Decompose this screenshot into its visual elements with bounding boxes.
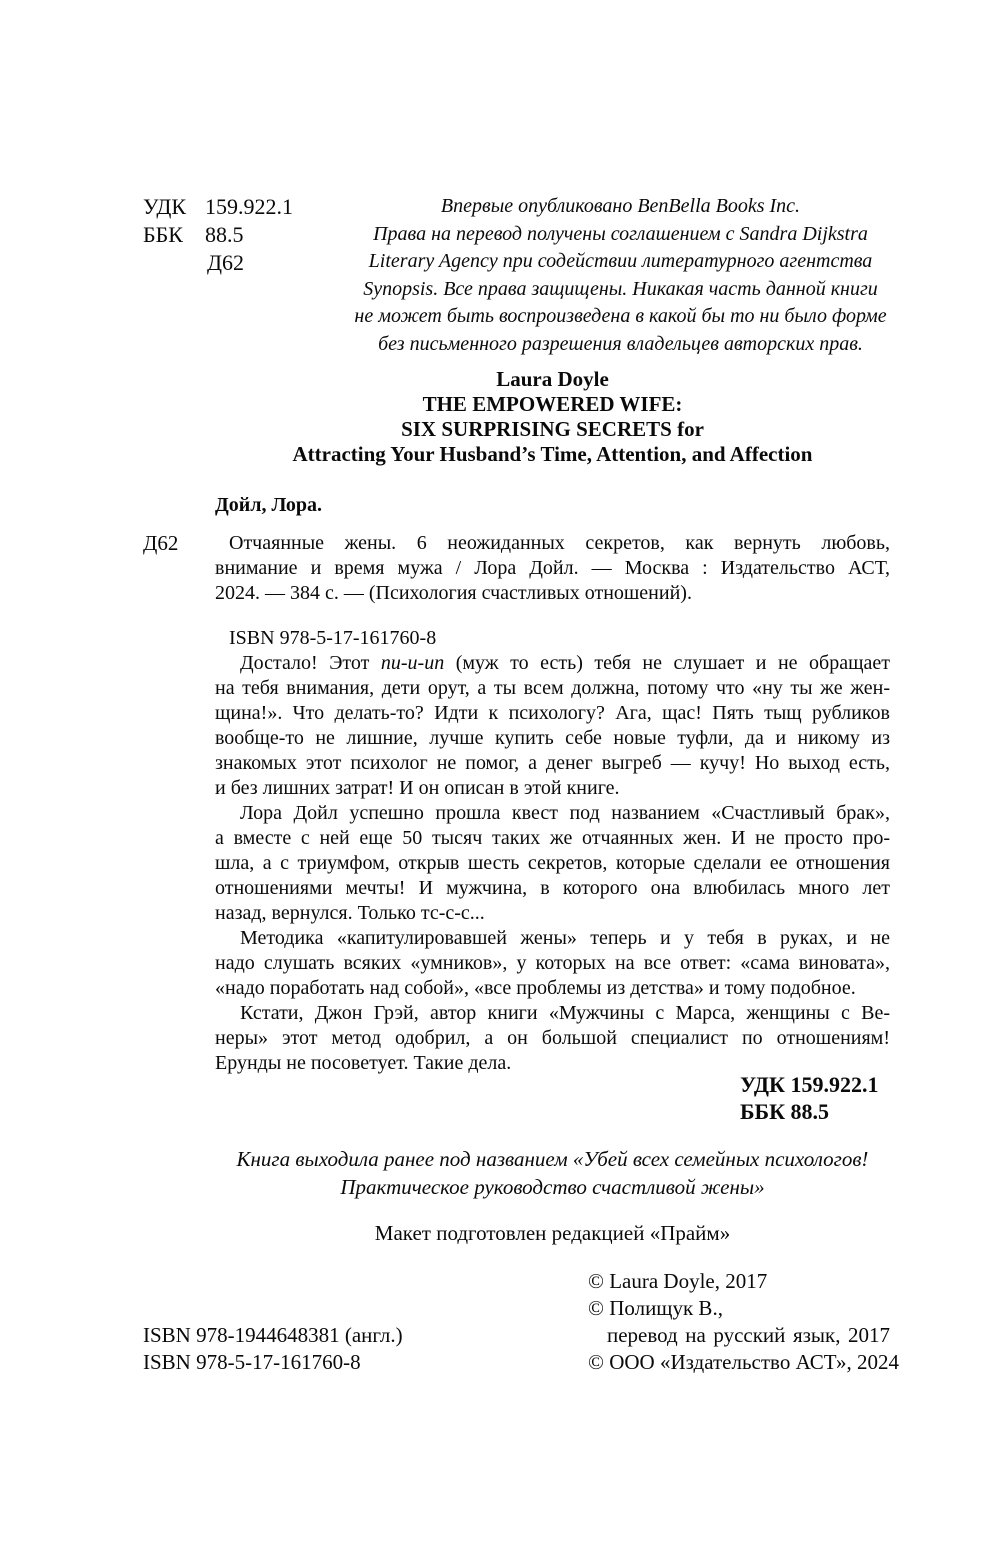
footer-codes [740,1071,879,1125]
previous-title-note-line: Книга выходила ранее под названием «Убей всех семейных психологов! [236,1147,869,1171]
annotation-line: неры» этот метод одобрил, а он большой специалист по отношениям! [215,1027,890,1049]
annotation-line: Ерунды не посоветует. Такие дела. [215,1052,512,1074]
udk-bbk-codes [143,193,293,277]
catalog-isbn: ISBN 978-5-17-161760-8 [229,627,437,649]
copyright-author: © Laura Doyle, 2017 [588,1269,768,1293]
rights-notice-line: Права на перевод получены соглашением с Sandra Dijkstra [373,222,868,245]
annotation-line: знакомых этот психолог не помог, а денег выгреб — кучу! Но выход есть, [215,752,890,774]
rights-notice-line: без письменного разрешения владельцев авторских прав. [378,332,863,355]
catalog-line: 2024. — 384 с. — (Психология счастливых отношений). [215,582,692,604]
copyright-publisher: © ООО «Издательство АСТ», 2024 [588,1350,899,1374]
annotation-line: назад, вернулся. Только тс-с-с... [215,902,485,924]
copyright-translation: перевод на русский язык, 2017 [607,1323,890,1347]
isbn-list [143,1322,403,1376]
annotation-line: Кстати, Джон Грэй, автор книги «Мужчины с Марса, женщины с Ве- [240,1002,890,1024]
isbn-english: ISBN 978-1944648381 (англ.) [143,1323,403,1347]
rights-notice-line: Synopsis. Все права защищены. Никакая часть данной книги [363,277,878,300]
rights-notice-line: Впервые опубликовано BenBella Books Inc. [440,195,801,217]
bbk-label: ББК [143,222,183,247]
original-title-block [215,367,890,467]
previous-title-note [215,1146,890,1201]
previous-title-note-line: Практическое руководство счастливой жены» [340,1174,765,1199]
footer-udk: УДК 159.922.1 [740,1072,879,1097]
copyright-translator: © Полищук В., [588,1296,723,1320]
annotation-line: шла, а с триумфом, открыв шесть секретов, которые сделали ее отношения [215,852,890,874]
rights-notice [348,193,893,358]
bbk-value: 88.5 [205,222,244,247]
author-code-row: Д62 [207,250,245,275]
catalog-line: внимание и время мужа / Лора Дойл. — Москва : Издательство АСТ, [215,557,890,579]
original-title-line: SIX SURPRISING SECRETS for [401,417,704,441]
imprint-editor-note: Макет подготовлен редакцией «Прайм» [374,1221,731,1245]
annotation-text: Достало! Этот [240,652,381,674]
catalog-margin-code: Д62 [143,531,179,555]
catalog-line: Отчаянные жены. 6 неожиданных секретов, как вернуть любовь, [229,532,890,554]
catalog-author: Дойл, Лора. [215,494,323,516]
annotation [215,651,890,1076]
copyright-list [588,1268,899,1376]
annotation-line: щина!». Что делать-то? Идти к психологу? Ага, щас! Пять тыщ рубликов [215,702,890,724]
rights-notice-line: Literary Agency при содействии литературного агентства [368,250,873,272]
udk-value: 159.922.1 [205,194,293,219]
annotation-line: а вместе с ней еще 50 тысяч таких же отчаянных жен. И не просто про- [215,827,890,849]
annotation-line: Методика «капитулировавшей жены» теперь и у тебя в руках, и не [240,927,890,949]
annotation-line: Лора Дойл успешно прошла квест под названием «Счастливый брак», [240,802,890,824]
annotation-line: вообще-то не лишние, лучше купить себе новые туфли, да и никому из [215,727,890,749]
original-title-line: THE EMPOWERED WIFE: [422,392,683,416]
footer-bbk: ББК 88.5 [740,1099,830,1124]
annotation-text: (муж то есть) тебя не слушает и не обращает [444,652,890,674]
original-title-author: Laura Doyle [496,367,609,391]
catalog-card [143,493,890,651]
annotation-line: надо слушать всяких «умников», у которых на все ответ: «сама виновата», [215,952,890,974]
original-title-line: Attracting Your Husband’s Time, Attention, and Affection [292,442,813,466]
udk-row [143,193,293,221]
annotation-line [215,651,890,676]
rights-notice-line: не может быть воспроизведена в какой бы то ни было форме [354,305,887,327]
annotation-line: «надо поработать над собой», «все проблемы из детства» и тому подобное. [215,977,856,999]
annotation-line: отношениями мечты! И мужчина, в которого она влюбилась много лет [215,877,890,899]
udk-label: УДК [143,194,187,219]
bbk-row [143,221,293,249]
annotation-line: на тебя внимания, дети орут, а ты всем должна, потому что «ну ты же жен- [215,677,890,699]
annotation-line: и без лишних затрат! И он описан в этой книге. [215,777,620,799]
annotation-censored-word: пи-и-ип [380,652,445,674]
isbn-russian: ISBN 978-5-17-161760-8 [143,1350,361,1374]
